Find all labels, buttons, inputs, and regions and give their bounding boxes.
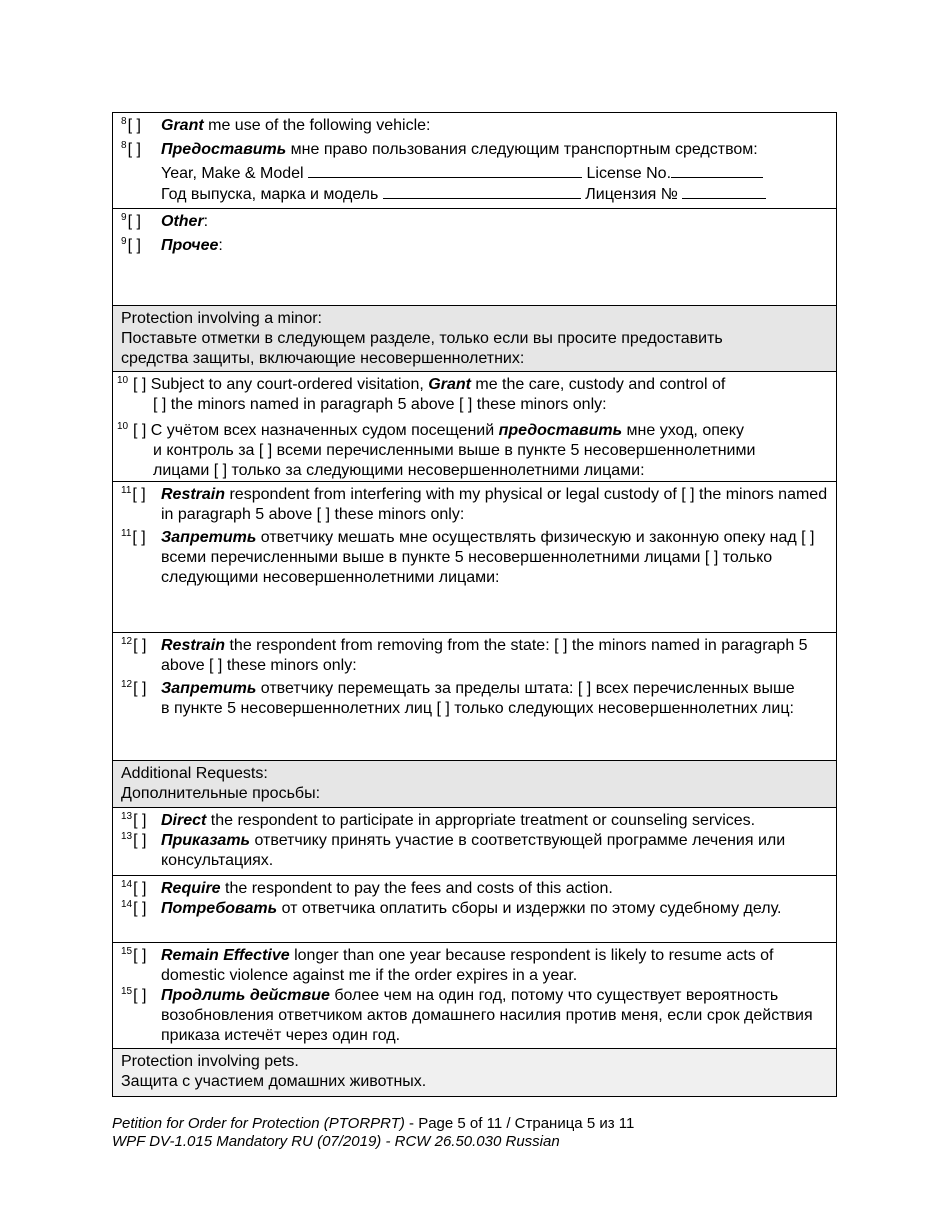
section-8-vehicle — [113, 113, 836, 209]
additional-header-en: Additional Requests: — [121, 765, 268, 782]
item-number: $^{14}$[ ] — [121, 899, 147, 917]
checkbox-13-en[interactable]: [ ] — [133, 812, 147, 829]
minor-header-ru: Поставьте отметки в следующем разделе, только если вы просите предоставить средства защиты, включающие несовершеннолетних: — [121, 330, 723, 367]
item-number: $^{15}$[ ] — [121, 986, 147, 1004]
item-text: ответчику мешать мне осуществлять физическую и законную опеку над [ ] всеми перечисленными выше в пункте 5 несовершеннолетними лицами [ ] только следующими несовершеннолетними лицами: — [161, 529, 815, 586]
item-text: от ответчика оплатить сборы и издержки по этому судебному делу. — [277, 900, 782, 917]
item-text: [ ] Subject to any court-ordered visitation, — [133, 376, 429, 393]
section-11-restrain-custody — [113, 482, 836, 633]
section-10-custody — [113, 372, 836, 482]
year-make-model-label: Year, Make & Model — [161, 165, 304, 182]
year-make-model-field[interactable] — [308, 163, 582, 178]
item-15-ru — [121, 986, 828, 1046]
item-keyword: Потребовать — [161, 900, 278, 917]
item-13-ru — [121, 831, 828, 871]
checkbox-13-ru[interactable]: [ ] — [133, 832, 147, 849]
minor-header-en: Protection involving a minor: — [121, 310, 322, 327]
petition-form — [112, 112, 837, 1097]
section-9-other — [113, 209, 836, 306]
checkbox-14-ru[interactable]: [ ] — [133, 900, 147, 917]
checkbox-9-en[interactable]: [ ] — [127, 213, 141, 230]
item-text: : — [218, 237, 223, 254]
item-number: 10 — [117, 375, 129, 386]
item-13-en — [121, 811, 828, 831]
item-keyword: Require — [161, 880, 221, 897]
item-keyword: Запретить — [161, 680, 257, 697]
item-text: ответчику принять участие в соответствующей программе лечения или консультациях. — [161, 832, 786, 869]
license-label: License No. — [586, 165, 672, 182]
item-keyword: Remain Effective — [161, 947, 290, 964]
footer-form-title: Petition for Order for Protection (PTORPRT) — [112, 1115, 405, 1132]
vehicle-fields-en — [121, 163, 828, 184]
item-number: $^{12}$[ ] — [121, 679, 147, 697]
item-number: $^{15}$[ ] — [121, 946, 147, 964]
item-keyword: Direct — [161, 812, 207, 829]
section-12-restrain-removal — [113, 633, 836, 761]
item-text: [ ] С учётом всех назначенных судом посещений — [133, 422, 499, 439]
additional-header-ru: Дополнительные просьбы: — [121, 785, 321, 802]
item-number: $^8$[ ] — [121, 140, 141, 158]
item-text: the respondent to participate in appropriate treatment or counseling services. — [206, 812, 756, 829]
pets-header-en: Protection involving pets. — [121, 1053, 299, 1070]
item-keyword: Other — [161, 213, 204, 230]
checkbox-15-en[interactable]: [ ] — [133, 947, 147, 964]
footer-page-number: - Page 5 of 11 / Страница 5 из 11 — [404, 1115, 635, 1132]
item-text: : — [203, 213, 209, 230]
item-number: $^{11}$[ ] — [121, 485, 146, 503]
item-text: мне право пользования следующим транспортным средством: — [286, 141, 758, 158]
checkbox-12-ru[interactable]: [ ] — [133, 680, 147, 697]
item-number: $^{13}$[ ] — [121, 811, 147, 829]
checkbox-8-en[interactable]: [ ] — [127, 117, 141, 134]
checkbox-12-en[interactable]: [ ] — [133, 637, 147, 654]
item-9-ru — [121, 236, 828, 256]
item-14-en — [121, 879, 828, 899]
section-header-minor — [113, 306, 836, 372]
item-11-ru — [121, 528, 828, 588]
item-text: respondent from interfering with my physical or legal custody of [ ] the minors named in paragraph 5 above [ ] these minors only: — [161, 486, 828, 523]
item-8-ru — [121, 140, 828, 160]
section-13-treatment — [113, 808, 836, 876]
item-text: me the care, custody and control of — [470, 376, 726, 393]
vehicle-fields-ru — [121, 184, 828, 205]
section-header-pets — [113, 1049, 836, 1096]
license-field[interactable] — [671, 163, 763, 178]
item-keyword: Grant — [428, 376, 471, 393]
item-number: $^9$[ ] — [121, 236, 141, 254]
item-number: 10 — [117, 421, 129, 432]
item-keyword: Restrain — [161, 637, 226, 654]
section-15-effective — [113, 943, 836, 1049]
year-make-model-label-ru: Год выпуска, марка и модель — [161, 186, 379, 203]
page-footer — [112, 1115, 634, 1151]
item-keyword: Предоставить — [161, 141, 287, 158]
footer-form-id: WPF DV-1.015 Mandatory RU (07/2019) - RCW 26.50.030 Russian — [112, 1133, 560, 1150]
item-keyword: Запретить — [161, 529, 257, 546]
footer-line-2 — [112, 1133, 634, 1151]
item-14-ru — [121, 899, 828, 919]
item-number: $^{14}$[ ] — [121, 879, 147, 897]
item-keyword: Grant — [161, 117, 204, 134]
checkbox-9-ru[interactable]: [ ] — [127, 237, 141, 254]
item-12-en — [121, 636, 828, 676]
item-keyword: Приказать — [161, 832, 251, 849]
item-8-en — [121, 116, 828, 136]
item-number: $^9$[ ] — [121, 212, 141, 230]
section-14-fees — [113, 876, 836, 943]
item-keyword: Restrain — [161, 486, 226, 503]
item-text: longer than one year because respondent is likely to resume acts of domestic violence against me if the order expires in a year. — [161, 947, 774, 984]
item-number: $^{11}$[ ] — [121, 528, 146, 546]
item-number: $^{12}$[ ] — [121, 636, 147, 654]
item-12-ru — [121, 679, 828, 719]
item-keyword: предоставить — [498, 422, 623, 439]
item-number: $^8$[ ] — [121, 116, 141, 134]
item-11-en — [121, 485, 828, 525]
item-text: the respondent to pay the fees and costs of this action. — [220, 880, 613, 897]
item-10-ru — [117, 421, 828, 481]
item-9-en — [121, 212, 828, 232]
checkbox-11-ru[interactable]: [ ] — [132, 529, 146, 546]
item-text: the respondent from removing from the state: [ ] the minors named in paragraph 5 above [ ] these minors only: — [161, 637, 808, 674]
item-keyword: Продлить действие — [161, 987, 330, 1004]
checkbox-8-ru[interactable]: [ ] — [127, 141, 141, 158]
item-text: me use of the following vehicle: — [203, 117, 431, 134]
license-label-ru: Лицензия № — [585, 186, 678, 203]
item-text: ответчику перемещать за пределы штата: [ ] всех перечисленных выше в пункте 5 несовершеннолетних лиц [ ] только следующих несовершеннолетних лиц: — [161, 680, 795, 717]
item-text: более чем на один год, потому что существует вероятность возобновления ответчиком актов домашнего насилия против меня, если срок действия приказа истечёт через один год. — [161, 987, 813, 1044]
item-text: мне уход, опеку — [622, 422, 744, 439]
checkbox-11-en[interactable]: [ ] — [132, 486, 146, 503]
item-15-en — [121, 946, 828, 986]
item-text-line2: и контроль за [ ] всеми перечисленными выше в пункте 5 несовершеннолетними лицами [ ] только за следующими несовершеннолетними лицами: — [153, 442, 756, 479]
checkbox-15-ru[interactable]: [ ] — [133, 987, 147, 1004]
checkbox-14-en[interactable]: [ ] — [133, 880, 147, 897]
pets-header-ru: Защита с участием домашних животных. — [121, 1073, 427, 1090]
item-text-line2: [ ] the minors named in paragraph 5 above [ ] these minors only: — [153, 396, 607, 413]
footer-line-1 — [112, 1115, 634, 1133]
license-field-ru[interactable] — [682, 184, 766, 199]
year-make-model-field-ru[interactable] — [383, 184, 581, 199]
item-number: $^{13}$[ ] — [121, 831, 147, 849]
item-keyword: Прочее — [161, 237, 219, 254]
section-header-additional — [113, 761, 836, 808]
item-10-en — [117, 375, 828, 415]
